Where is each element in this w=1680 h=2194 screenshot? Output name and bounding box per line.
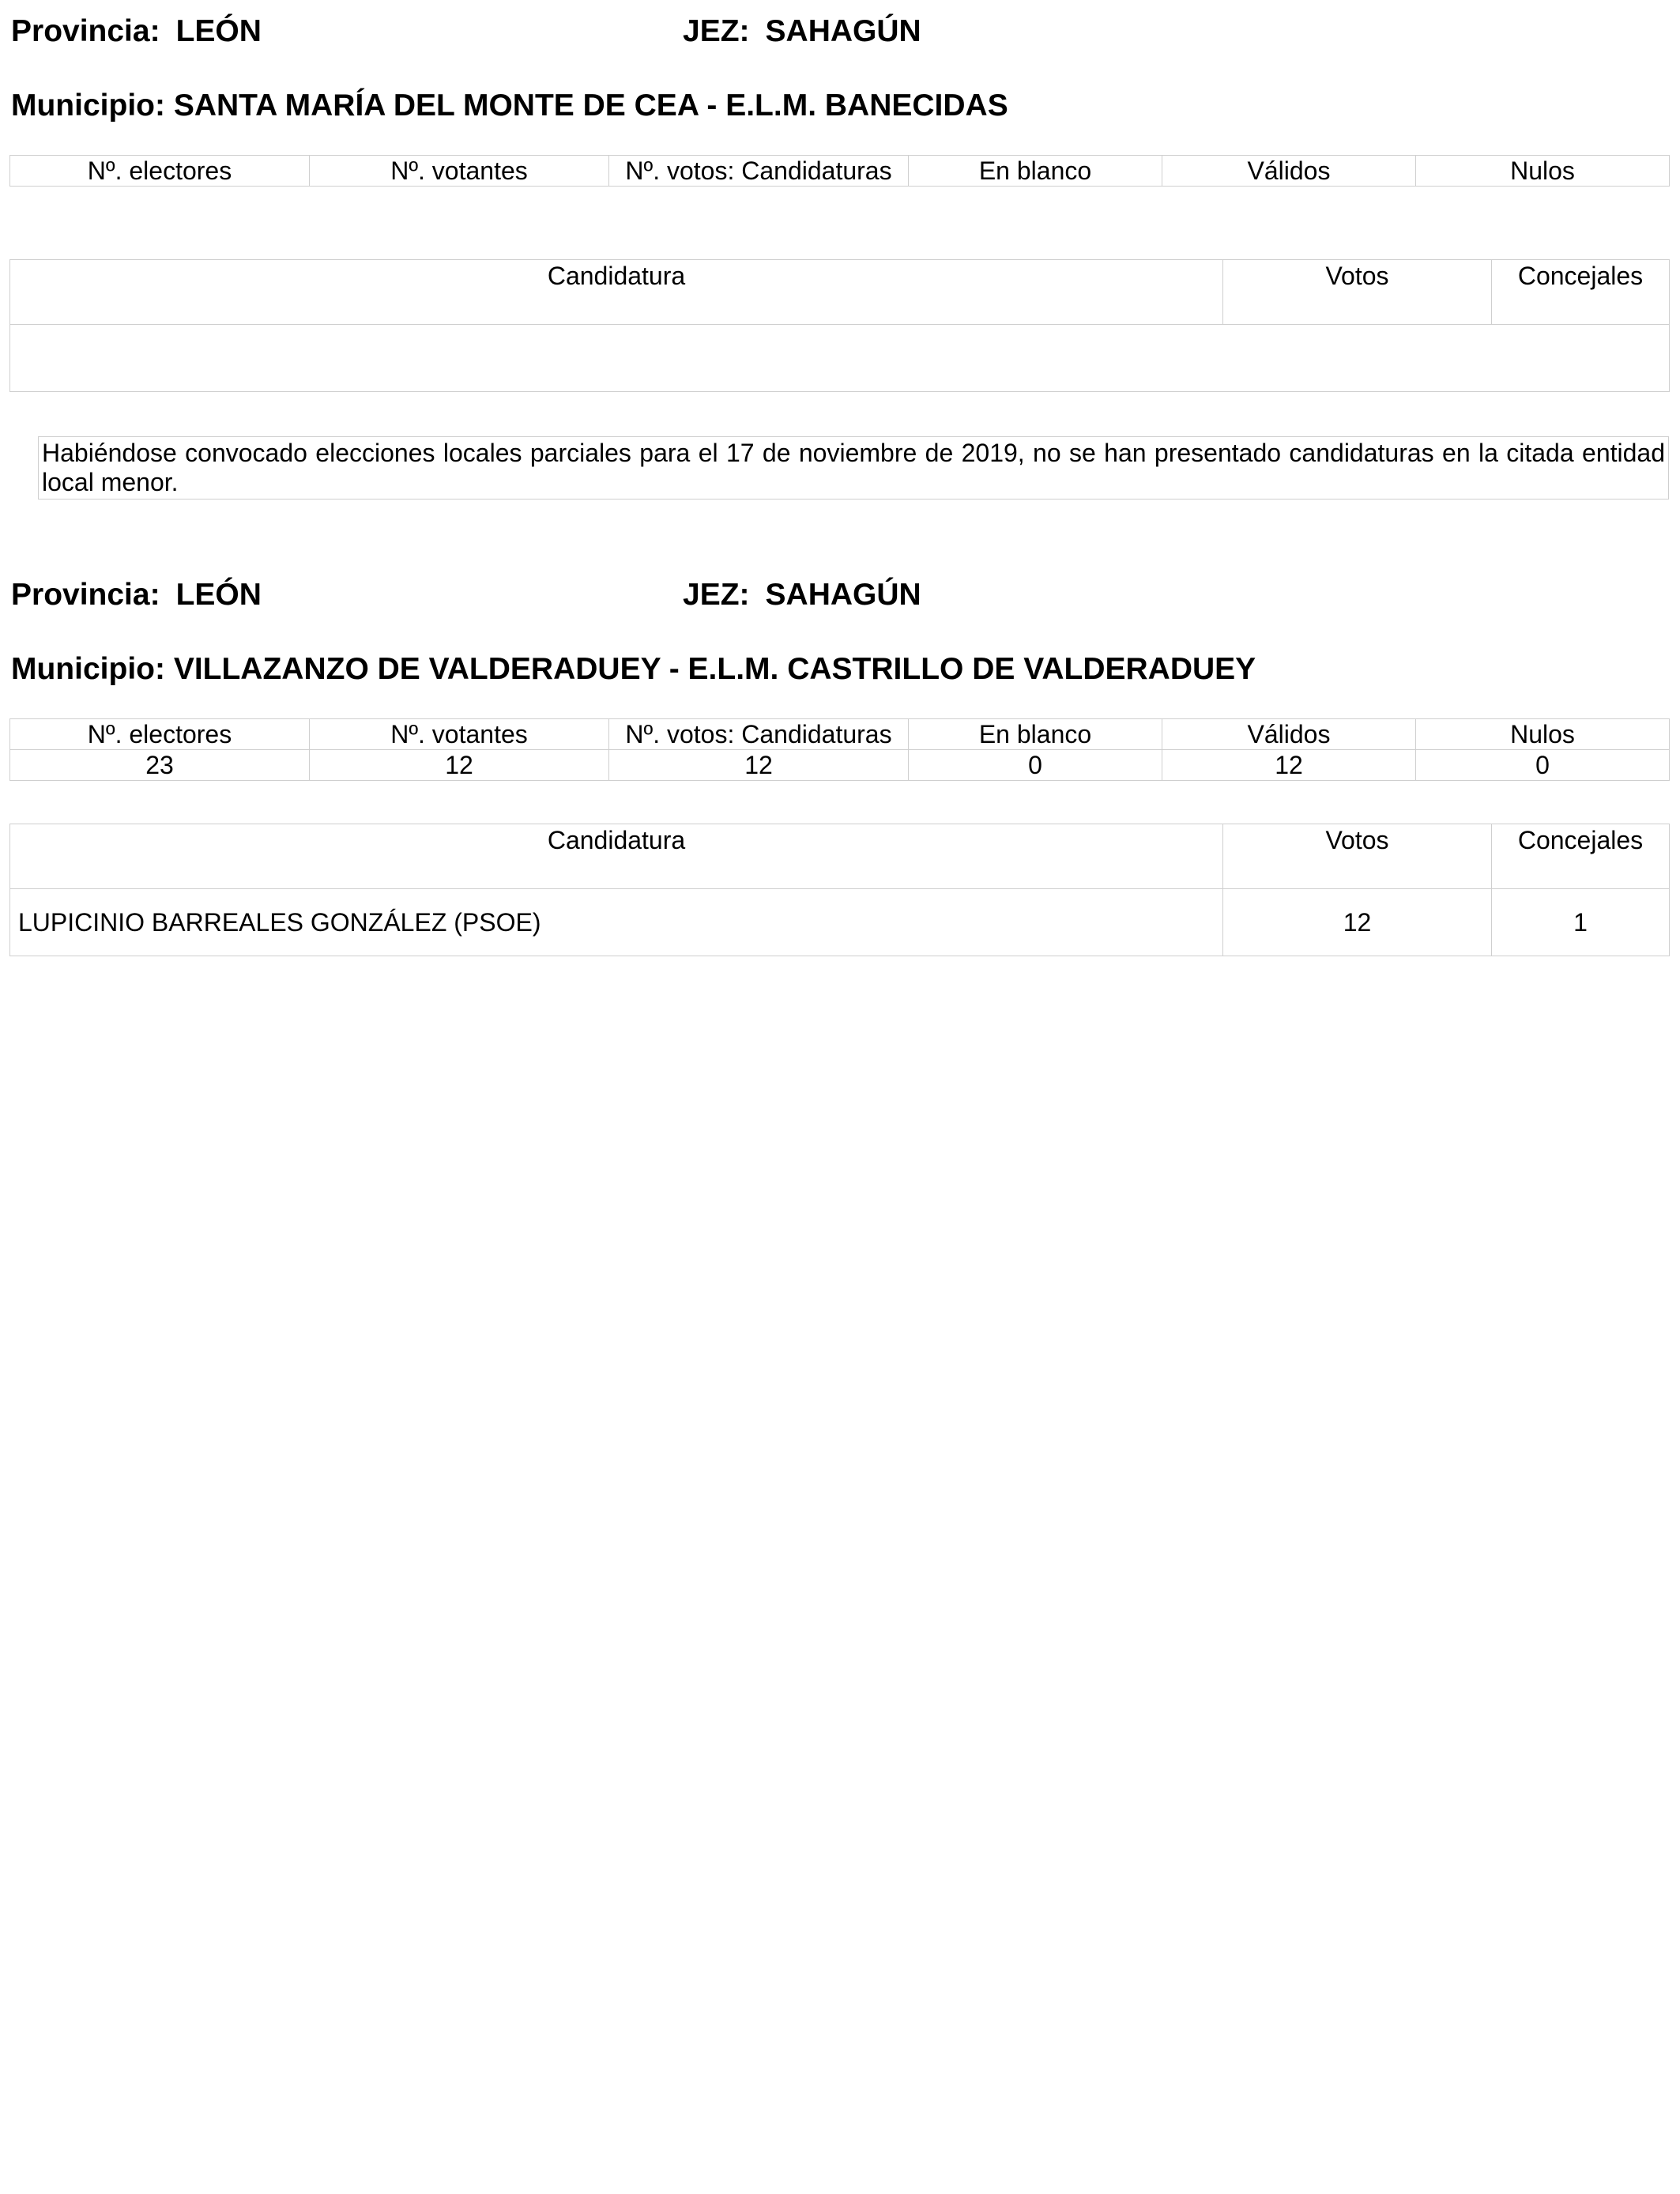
jez-heading — [683, 16, 921, 47]
summary-table — [9, 718, 1670, 781]
summary-header-cell: Nº. votos: Candidaturas — [609, 156, 909, 187]
summary-header-row — [10, 156, 1670, 187]
summary-header-cell: Nº. electores — [10, 156, 310, 187]
jez-value: SAHAGÚN — [765, 14, 921, 48]
summary-header-cell: En blanco — [909, 156, 1162, 187]
municipio-value: SANTA MARÍA DEL MONTE DE CEA - E.L.M. BANECIDAS — [173, 89, 1008, 123]
electores-value: 23 — [10, 750, 310, 781]
candidate-votos: 12 — [1223, 889, 1492, 956]
votos-candidaturas-value: 12 — [609, 750, 909, 781]
summary-header-cell: Nº. votantes — [310, 156, 609, 187]
provincia-label: Provincia: — [11, 578, 160, 612]
summary-header-cell: En blanco — [909, 719, 1162, 750]
municipio-heading — [11, 654, 1256, 684]
summary-header-cell: Válidos — [1162, 719, 1416, 750]
summary-header-cell: Nulos — [1416, 719, 1670, 750]
summary-header-cell: Válidos — [1162, 156, 1416, 187]
municipio-label: Municipio: — [11, 89, 165, 123]
candidate-concejales: 1 — [1492, 889, 1670, 956]
candidatura-header: Candidatura — [10, 824, 1223, 889]
nulos-value: 0 — [1416, 750, 1670, 781]
candidates-header-row — [10, 824, 1670, 889]
empty-cell — [10, 325, 1670, 392]
provincia-heading — [11, 579, 262, 610]
jez-label: JEZ: — [683, 14, 750, 48]
concejales-header: Concejales — [1492, 824, 1670, 889]
summary-header-cell: Nº. votantes — [310, 719, 609, 750]
candidates-empty-row — [10, 325, 1670, 392]
candidate-name: LUPICINIO BARREALES GONZÁLEZ (PSOE) — [10, 889, 1223, 956]
jez-heading — [683, 579, 921, 610]
municipio-label: Municipio: — [11, 652, 165, 686]
candidatura-header: Candidatura — [10, 260, 1223, 325]
summary-value-row — [10, 750, 1670, 781]
municipio-value: VILLAZANZO DE VALDERADUEY - E.L.M. CASTRILLO DE VALDERADUEY — [173, 652, 1256, 686]
votantes-value: 12 — [310, 750, 609, 781]
validos-value: 12 — [1162, 750, 1416, 781]
jez-label: JEZ: — [683, 578, 750, 612]
candidates-header-row — [10, 260, 1670, 325]
candidates-table — [9, 824, 1670, 956]
summary-header-cell: Nulos — [1416, 156, 1670, 187]
summary-header-cell: Nº. votos: Candidaturas — [609, 719, 909, 750]
votos-header: Votos — [1223, 260, 1492, 325]
jez-value: SAHAGÚN — [765, 578, 921, 612]
provincia-heading — [11, 16, 262, 47]
provincia-value: LEÓN — [175, 578, 262, 612]
summary-header-row — [10, 719, 1670, 750]
en-blanco-value: 0 — [909, 750, 1162, 781]
candidate-row — [10, 889, 1670, 956]
candidates-table — [9, 259, 1670, 392]
no-candidates-note: Habiéndose convocado elecciones locales parciales para el 17 de noviembre de 2019, no se han presentado candidaturas en la citada entidad local menor. — [38, 436, 1669, 499]
votos-header: Votos — [1223, 824, 1492, 889]
concejales-header: Concejales — [1492, 260, 1670, 325]
summary-header-cell: Nº. electores — [10, 719, 310, 750]
summary-table — [9, 155, 1670, 187]
municipio-heading — [11, 90, 1008, 121]
provincia-label: Provincia: — [11, 14, 160, 48]
provincia-value: LEÓN — [175, 14, 262, 48]
